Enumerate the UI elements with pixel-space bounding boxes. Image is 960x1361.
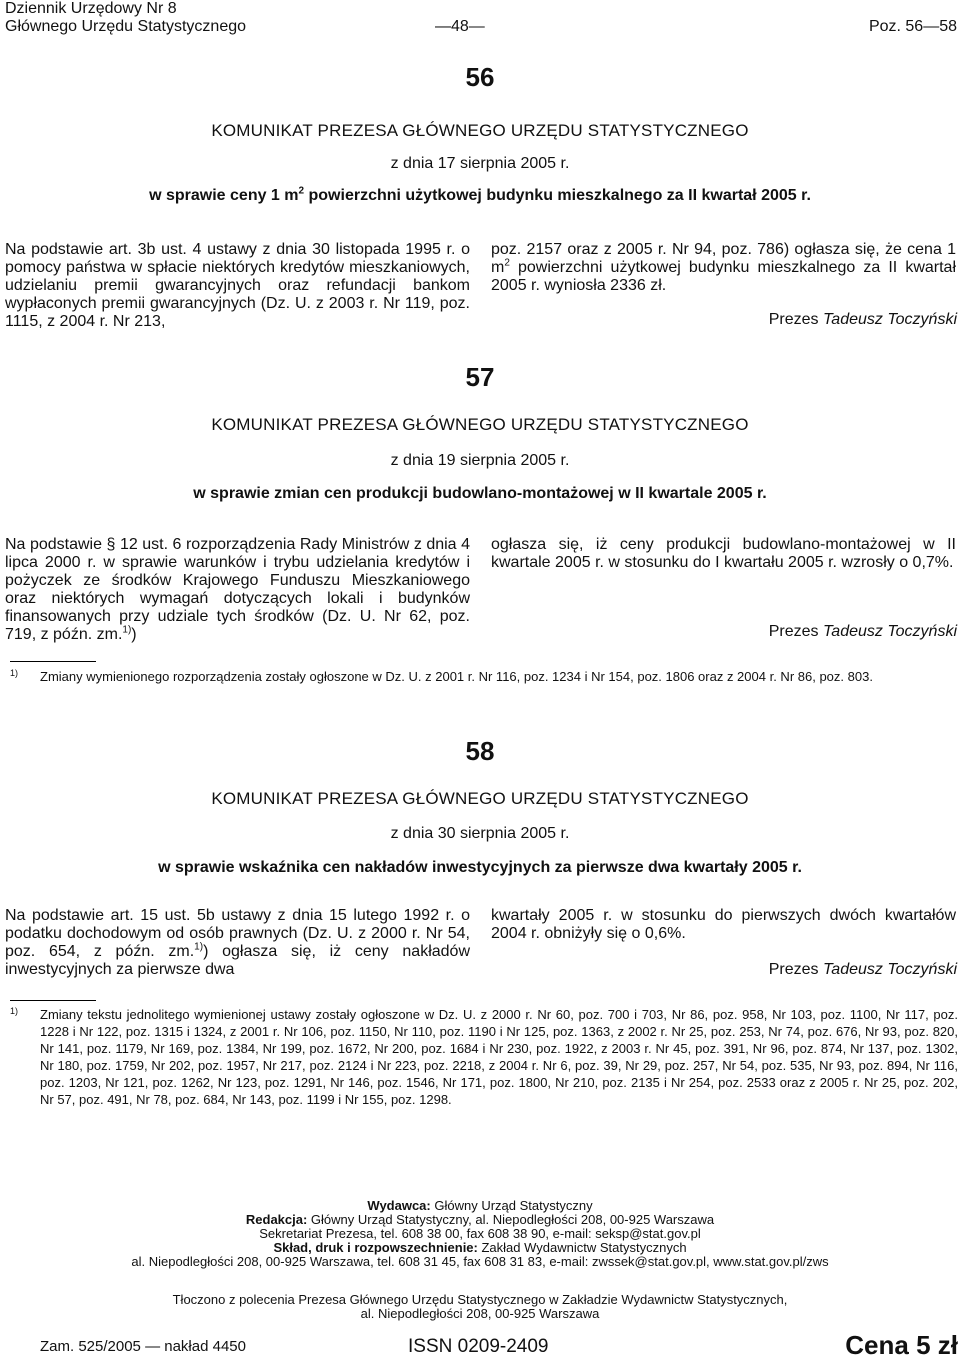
footnote-ref: 1): [194, 941, 204, 953]
footnote-text: Zmiany tekstu jednolitego wymienionej ustawy zostały ogłoszone w Dz. U. z 2000 r. Nr 60, poz. 700 i 703, Nr 86, poz. 958, Nr 103, poz. 1100, Nr 117, poz. 1228 i Nr 122, poz. 1315 i 1324, z 2001 r. Nr 106, poz. 1150, Nr 110, poz. 1190 i Nr 125, poz. 1363, z 2002 r. Nr 25, poz. 253, Nr 74, poz. 676, Nr 93, poz. 820, Nr 141, poz. 1179, Nr 169, poz. 1384, Nr 199, poz. 1672, Nr 200, poz. 1684 i Nr 230, poz. 1922, z 2003 r. Nr 45, poz. 391, Nr 96, poz. 874, Nr 137, poz. 1302, Nr 180, poz. 1759, Nr 202, poz. 1957, Nr 217, poz. 2124 i Nr 223, poz. 2218, z 2004 r. Nr 6, poz. 39, Nr 29, poz. 257, Nr 54, poz. 535, Nr 93, poz. 894, Nr 116, poz. 1203, Nr 121, poz. 1262, Nr 123, poz. 1291, Nr 146, poz. 1546, Nr 171, poz. 1800, Nr 210, poz. 2135 i Nr 254, poz. 2533 oraz z 2005 r. Nr 25, poz. 202, Nr 57, poz. 491, Nr 78, poz. 684, Nr 143, poz. 1199 i Nr 155, poz. 1298.: [40, 1007, 958, 1107]
section-56-right-column: [491, 241, 956, 295]
body-paragraph: Na podstawie art. 15 ust. 5b ustawy z dnia 15 lutego 1992 r. o podatku dochodowym od osób prawnych (Dz. U. z 2000 r. Nr 54, poz. 654, z późn. zm.$^{1)}$) ogłasza się, iż ceny nakładów inwestycyjnych za pierwsze dwa: [5, 907, 470, 978]
section-58-number: 58: [465, 736, 495, 766]
section-58-left-column: [5, 907, 470, 979]
journal-line-1: Dziennik Urzędowy Nr 8: [5, 0, 177, 17]
section-56-left-column: [5, 241, 470, 331]
order-number: Zam. 525/2005 — nakład 4450: [40, 1338, 246, 1355]
body-paragraph: poz. 2157 oraz z 2005 r. Nr 94, poz. 786) ogłasza się, że cena 1 $m^2$ powierzchni użytkowej budynku mieszkalnego za II kwartał 2005 r. wyniosła 2336 zł.: [491, 241, 956, 294]
imprint-block: [0, 1199, 960, 1269]
body-paragraph: Na podstawie § 12 ust. 6 rozporządzenia Rady Ministrów z dnia 4 lipca 2000 r. w sprawie warunków i trybu udzielania kredytów i pożyczek ze środków Krajowego Funduszu Mieszkaniowego oraz niektórych wymagań dotyczących lokali i budynków finansowanych przy udziale tych środków (Dz. U. Nr 62, poz. 719, z późn. zm.$^{1)}$): [5, 536, 470, 643]
footnote-divider: [10, 661, 96, 662]
section-58-signature: Prezes Tadeusz Toczyński: [768, 961, 957, 978]
section-56-title: KOMUNIKAT PREZESA GŁÓWNEGO URZĘDU STATYSTYCZNEGO: [211, 121, 749, 140]
imprint-address: al. Niepodległości 208, 00-925 Warszawa, tel. 608 31 45, fax 608 31 83, e-mail: zwssek@stat.gov.pl, www.stat.gov.pl/zws: [131, 1254, 829, 1269]
subject-part: powierzchni użytkowej budynku mieszkalnego za II kwartał 2005 r.: [304, 187, 811, 204]
running-header: [5, 0, 957, 40]
imprint-printing: Skład, druk i rozpowszechnienie: Zakład Wydawnictw Statystycznych: [273, 1240, 687, 1255]
subject-part: w sprawie ceny 1 m: [149, 187, 299, 204]
section-56-signature: Prezes Tadeusz Toczyński: [768, 311, 957, 328]
printing-note: Tłoczono z polecenia Prezesa Głównego Urzędu Statystycznego w Zakładzie Wydawnictw Statystycznych, al. Niepodległości 208, 00-925 Warszawa: [172, 1292, 788, 1321]
section-57-signature: Prezes Tadeusz Toczyński: [768, 623, 957, 640]
section-58-date: z dnia 30 sierpnia 2005 r.: [390, 825, 570, 842]
imprint-publisher: Wydawca: Główny Urząd Statystyczny: [367, 1198, 593, 1213]
page-footer: [0, 1320, 960, 1360]
section-57-footnote: [10, 668, 958, 685]
imprint-secretariat: Sekretariat Prezesa, tel. 608 38 00, fax 608 38 90, e-mail: seksp@stat.gov.pl: [259, 1226, 701, 1241]
footnote-ref: 1): [122, 624, 132, 636]
price: Cena 5 zł: [845, 1330, 958, 1360]
journal-title: [5, 0, 246, 36]
position-range: Poz. 56—58: [868, 18, 957, 35]
body-paragraph: kwartały 2005 r. w stosunku do pierwszych dwóch kwartałów 2004 r. obniżyły się o 0,6%.: [491, 907, 956, 942]
footnote-mark: 1): [10, 668, 19, 678]
section-56-subject: [0, 187, 960, 205]
section-57-title: KOMUNIKAT PREZESA GŁÓWNEGO URZĘDU STATYSTYCZNEGO: [211, 415, 749, 434]
section-57-subject: w sprawie zmian cen produkcji budowlano-montażowej w II kwartale 2005 r.: [193, 485, 767, 502]
section-57-left-column: [5, 536, 470, 644]
section-57-right-column: [491, 536, 956, 572]
body-paragraph: Na podstawie art. 3b ust. 4 ustawy z dnia 30 listopada 1995 r. o pomocy państwa w spłacie niektórych kredytów mieszkaniowych, udzielaniu premii gwarancyjnych oraz refundacji bankom wypłaconych premii gwarancyjnych (Dz. U. z 2003 r. Nr 119, poz. 1115, z 2004 r. Nr 213,: [5, 241, 470, 330]
section-58-footnote: [10, 1006, 958, 1108]
superscript: 2: [504, 257, 510, 269]
page-number: —48—: [435, 18, 485, 35]
imprint-editorial: Redakcja: Główny Urząd Statystyczny, al. Niepodległości 208, 00-925 Warszawa: [245, 1212, 715, 1227]
superscript: 2: [298, 185, 305, 197]
footnote-mark: 1): [10, 1006, 19, 1016]
section-58-subject: w sprawie wskaźnika cen nakładów inwestycyjnych za pierwsze dwa kwartały 2005 r.: [158, 859, 802, 876]
footnote-text: Zmiany wymienionego rozporządzenia zostały ogłoszone w Dz. U. z 2001 r. Nr 116, poz. 1234 i Nr 154, poz. 1806 oraz z 2004 r. Nr 86, poz. 803.: [40, 669, 873, 684]
journal-line-2: Głównego Urzędu Statystycznego: [5, 18, 247, 35]
section-58-title: KOMUNIKAT PREZESA GŁÓWNEGO URZĘDU STATYSTYCZNEGO: [211, 789, 749, 808]
section-57-date: z dnia 19 sierpnia 2005 r.: [390, 452, 570, 469]
issn: ISSN 0209-2409: [408, 1336, 549, 1357]
section-58-right-column: [491, 907, 956, 943]
footnote-divider: [10, 1000, 96, 1001]
section-56-number: 56: [465, 62, 495, 92]
section-56-date: z dnia 17 sierpnia 2005 r.: [390, 155, 570, 172]
body-paragraph: ogłasza się, iż ceny produkcji budowlano-montażowej w II kwartale 2005 r. w stosunku do I kwartału 2005 r. wzrosły o 0,7%.: [491, 536, 956, 571]
section-57-number: 57: [465, 362, 495, 392]
